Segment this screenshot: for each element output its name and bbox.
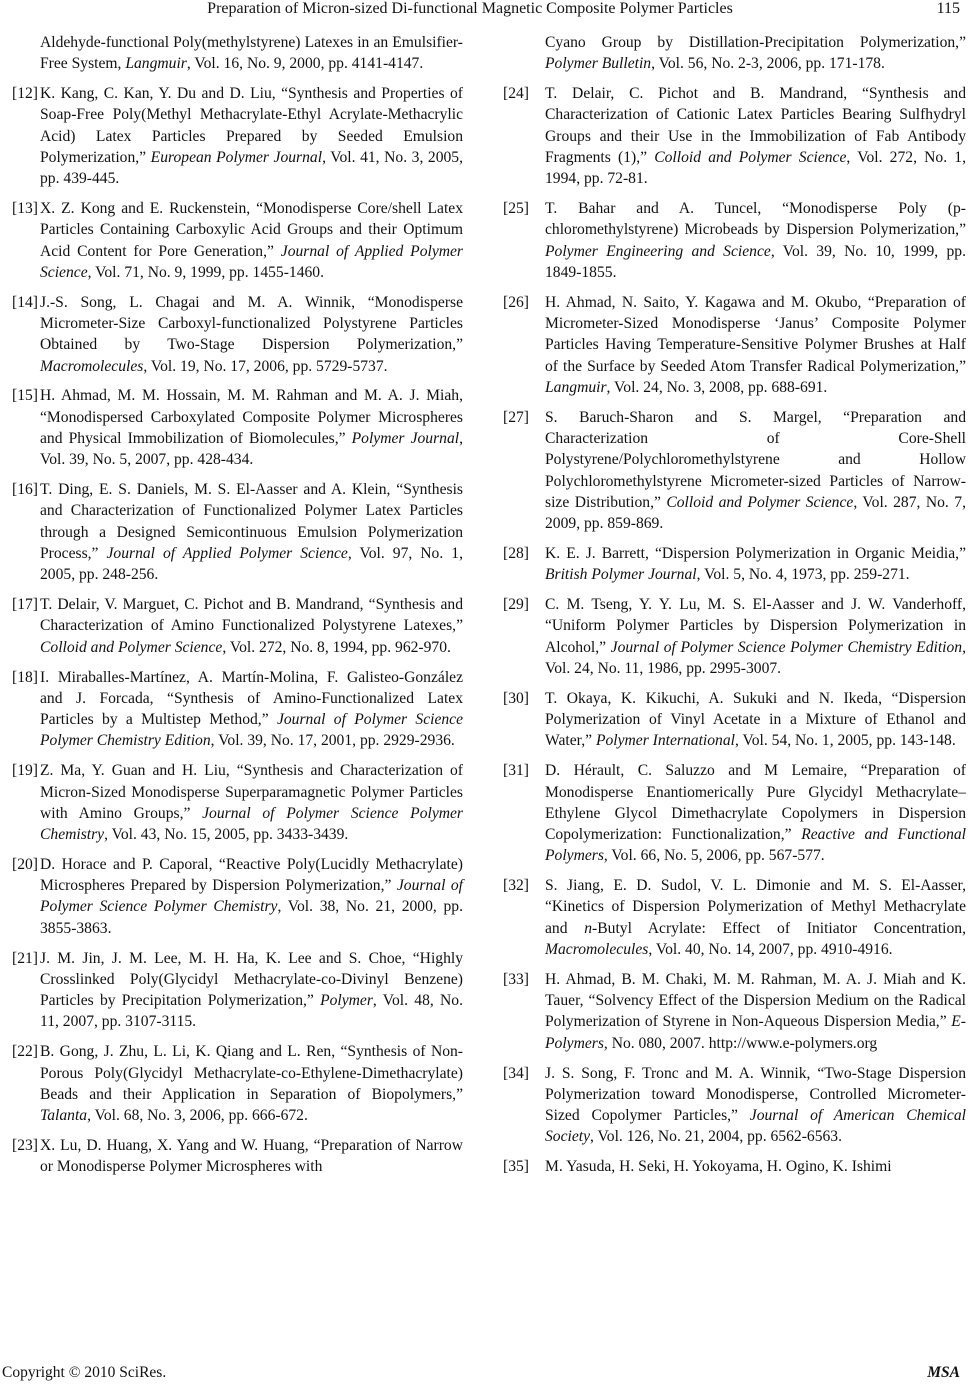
reference-text-segment: , No. 080, 2007. http://www.e-polymers.org [603,1034,878,1052]
copyright-notice: Copyright © 2010 SciRes. [2,1364,167,1381]
reference-source-italic: Colloid and Polymer Science [666,493,854,511]
reference-number: [24] [503,85,529,103]
reference-entry [0,385,463,470]
reference-text [40,32,463,75]
reference-text [545,407,966,535]
reference-text-segment: X. Z. Kong and E. Ruckenstein, “Monodisperse Core/shell Latex Particles Containing Carboxylic Acid Groups and their Optimum Acid Content for Pore Generation,” [40,200,463,260]
reference-text-segment: D. Horace and P. Caporal, “Reactive Poly(Lucidly Methacrylate) Microspheres Prepared by Dispersion Polymerization,” [40,855,463,895]
reference-text-segment: T. Delair, V. Marguet, C. Pichot and B. Mandrand, “Synthesis and Characterization of Amino Functionalized Polystyrene Latexes,” [40,596,463,635]
reference-text-segment: , Vol. 272, No. 8, 1994, pp. 962-970. [222,638,451,656]
reference-text-segment: , Vol. 16, No. 9, 2000, pp. 4141-4147. [186,55,424,73]
reference-text-segment: , Vol. 41, No. 3, 2005, pp. 439-445. [40,148,463,188]
reference-source-italic: British Polymer Journal [545,566,697,584]
reference-text [40,198,463,283]
reference-text-segment: H. Ahmad, N. Saito, Y. Kagawa and M. Okubo, “Preparation of Micrometer-Sized Monodisperse ‘Janus’ Composite Polymer Particles Having Temperature-Sensitive Polymer Brushes at Half of the Surface by Seeded Atom Transfer Radical Polymerization,” [545,293,966,375]
reference-text [40,479,463,585]
reference-text-segment: J. M. Jin, J. M. Lee, M. H. Ha, K. Lee and S. Choe, “Highly Crosslinked Poly(Glycidyl Methacrylate-co-Divinyl Benzene) Particles by Precipitation Polymerization,” [40,949,463,1010]
reference-number: [26] [503,293,529,311]
reference-source-italic: Macromolecules [545,941,649,959]
running-title: Preparation of Micron-sized Di-functional Magnetic Composite Polymer Particles [207,0,733,17]
reference-text [40,1135,463,1178]
reference-source-italic: Talanta [40,1107,88,1125]
reference-text [40,292,463,377]
reference-text-segment: , Vol. 40, No. 14, 2007, pp. 4910-4916. [648,941,893,959]
page-number: 115 [936,0,960,17]
reference-source-italic: Colloid and Polymer Science [40,638,223,656]
reference-source-italic: n [584,919,593,937]
reference-text-segment: H. Ahmad, B. M. Chaki, M. M. Rahman, M. A. J. Miah and K. Tauer, “Solvency Effect of the Dispersion Medium on the Radical Polymerization of Styrene in Non-Aqueous Dispersion Media,” [545,970,966,1031]
reference-source-italic: Polymer [320,992,373,1010]
reference-source-italic: Journal of Polymer Science Polymer Chemistry [40,804,464,844]
reference-text [545,969,966,1054]
reference-text-segment: B. Gong, J. Zhu, L. Li, K. Qiang and L. Ren, “Synthesis of Non-Porous Poly(Glycidyl Methacrylate-co-Ethylene-Dimethacrylate) Beads and their Application in Separation of Biopolymers,” [40,1043,463,1103]
reference-entry [0,667,463,752]
reference-text-segment: D. Hérault, C. Saluzzo and M Lemaire, “Preparation of Monodisperse Enantiomerically Pure Glycidyl Methacrylate–Ethylene Glycol Dimethacrylate Copolymers in Dispersion Copolymerization: Functionalization,” [545,762,966,844]
reference-text-segment: , Vol. 56, No. 2-3, 2006, pp. 171-178. [651,55,885,73]
reference-number: [19] [12,762,38,780]
reference-source-italic: Journal of Applied Polymer Science [40,242,463,281]
reference-column-right [500,32,966,1186]
reference-text-segment: T. Okaya, K. Kikuchi, A. Sukuki and N. Ikeda, “Dispersion Polymerization of Vinyl Acetate in a Mixture of Ethanol and Water,” [545,689,966,750]
reference-text [40,760,463,845]
journal-abbreviation: MSA [927,1364,960,1381]
reference-entry [0,854,463,939]
reference-text-segment: T. Bahar and A. Tuncel, “Monodisperse Poly (p-chloromethylstyrene) Microbeads by Dispersion Polymerization,” [545,200,966,239]
reference-number: [18] [12,668,38,686]
reference-entry [0,292,463,377]
reference-text [545,1063,966,1148]
reference-text-segment: J.-S. Song, L. Chagai and M. A. Winnik, “Monodisperse Micrometer-Size Carboxyl-functionalized Polystyrene Particles Obtained by Two-Stage Dispersion Polymerization,” [40,293,463,354]
reference-text [545,543,966,586]
reference-text [545,198,966,283]
reference-number: [31] [503,762,529,780]
reference-source-italic: Journal of American Chemical Society [545,1107,966,1146]
reference-source-italic: Journal of Polymer Science Polymer Chemistry Edition, [610,638,966,656]
reference-source-italic: Reactive and Functional Polymers [545,826,966,865]
reference-number: [21] [12,949,38,967]
reference-text-segment: , Vol. 39, No. 5, 2007, pp. 428-434. [40,430,463,469]
reference-number: [25] [503,200,529,218]
reference-text-segment: , Vol. 43, No. 15, 2005, pp. 3433-3439. [104,826,349,844]
reference-text-segment: , Vol. 39, No. 10, 1999, pp. 1849-1855. [545,242,966,281]
reference-text-segment: Z. Ma, Y. Guan and H. Liu, “Synthesis and Characterization of Micron-Sized Monodisperse Superparamagnetic Polymer Particles with Amino Groups,” [40,762,463,822]
reference-source-italic: European Polymer Journal [150,148,323,166]
reference-text-segment: , Vol. 287, No. 7, 2009, pp. 859-869. [545,493,966,533]
reference-entry [0,948,463,1033]
reference-text [545,32,966,75]
reference-text-segment: J. S. Song, F. Tronc and M. A. Winnik, “Two-Stage Dispersion Polymerization toward Monodisperse, Controlled Micrometer-Sized Copolymer Particles,” [545,1064,966,1125]
page-footer [0,1364,968,1386]
reference-text-segment: , Vol. 39, No. 17, 2001, pp. 2929-2936. [210,732,455,750]
reference-entry [0,594,463,658]
reference-text-segment: , Vol. 126, No. 21, 2004, pp. 6562-6563. [590,1128,842,1146]
reference-source-italic: Polymer Engineering and Science [545,242,771,260]
reference-entry [0,1135,463,1178]
reference-text [40,948,463,1033]
reference-text [545,760,966,866]
reference-text-segment: S. Baruch-Sharon and S. Margel, “Preparation and Characterization of Core-Shell Polystyrene/Polychloromethylstyrene and Hollow Polychloromethylstyrene Micrometer-sized Particles of Narrow-size Distribution,” [545,408,966,511]
reference-text [40,594,463,658]
reference-text [545,875,966,960]
reference-entry [500,83,966,189]
reference-source-italic: Polymer International [595,732,735,750]
reference-source-italic: Colloid and Polymer Science [654,148,847,166]
reference-text-segment: H. Ahmad, M. M. Hossain, M. M. Rahman and M. A. J. Miah, “Monodispersed Carboxylated Composite Polymer Microspheres and Physical Immobilization of Biomolecules,” [40,387,463,448]
reference-text-segment: , Vol. 24, No. 3, 2008, pp. 688-691. [606,378,828,396]
reference-number: [16] [12,481,38,499]
reference-text-segment: , Vol. 5, No. 4, 1973, pp. 259-271. [696,566,910,584]
reference-text-segment: , Vol. 38, No. 21, 2000, pp. 3855-3863. [40,898,463,937]
running-header [0,0,968,22]
reference-number: [28] [503,545,529,563]
reference-entry [500,198,966,283]
reference-number: [22] [12,1043,38,1061]
reference-number: [17] [12,596,38,614]
reference-number: [35] [503,1158,529,1176]
reference-text [40,385,463,470]
reference-number: [20] [12,855,38,873]
reference-text-segment: C. M. Tseng, Y. Y. Lu, M. S. El-Aasser and J. W. Vanderhoff, “Uniform Polymer Particles by Dispersion Polymerization in Alcohol,” [545,596,966,656]
reference-source-italic: E-Polymers [545,1013,966,1052]
reference-text-segment: , Vol. 97, No. 1, 2005, pp. 248-256. [40,545,463,584]
reference-number: [34] [503,1064,529,1082]
reference-text [40,83,463,189]
reference-text-segment: Cyano Group by Distillation-Precipitation Polymerization,” [545,34,966,51]
reference-source-italic: Polymer Journal [351,430,460,448]
reference-text-segment: I. Miraballes-Martínez, A. Martín-Molina, F. Galisteo-González and J. Forcada, “Synthesis of Amino-Functionalized Latex Particles by a Multistep Method,” [40,668,463,729]
reference-source-italic: Journal of Polymer Science Polymer Chemistry Edition [40,711,464,750]
reference-entry [500,688,966,752]
reference-entry [500,1156,966,1177]
reference-text [545,1156,966,1177]
reference-text [545,83,966,189]
reference-entry [0,32,463,75]
reference-number: [29] [503,596,529,614]
reference-entry [0,83,463,189]
reference-source-italic: Journal of Applied Polymer Science [106,545,348,563]
reference-entry [0,479,463,585]
reference-text [40,1041,463,1126]
reference-entry [500,32,966,75]
reference-text-segment: T. Ding, E. S. Daniels, M. S. El-Aasser and A. Klein, “Synthesis and Characterization of Functionalized Polymer Latex Particles through a Designed Semicontinuous Emulsion Polymerization Process,” [40,481,463,563]
reference-text-segment: X. Lu, D. Huang, X. Yang and W. Huang, “Preparation of Narrow or Monodisperse Polymer Microspheres with [40,1136,463,1176]
reference-entry [0,760,463,845]
reference-text-segment: -Butyl Acrylate: Effect of Initiator Concentration, [592,919,966,937]
reference-column-left [0,32,463,1186]
reference-number: [14] [12,293,38,311]
reference-text [545,292,966,398]
reference-source-italic: Macromolecules [40,357,144,375]
reference-number: [12] [12,85,38,103]
reference-number: [23] [12,1136,38,1154]
reference-text-segment: Vol. 24, No. 11, 1986, pp. 2995-3007. [545,660,782,678]
reference-number: [32] [503,877,529,895]
reference-text-segment: , Vol. 68, No. 3, 2006, pp. 666-672. [87,1107,308,1125]
reference-entry [0,198,463,283]
reference-source-italic: Journal of Polymer Science Polymer Chemistry [40,877,463,916]
reference-entry [500,292,966,398]
reference-text-segment: , Vol. 71, No. 9, 1999, pp. 1455-1460. [87,263,324,281]
reference-source-italic: Langmuir [545,378,607,396]
reference-text-segment: , Vol. 54, No. 1, 2005, pp. 143-148. [734,732,956,750]
reference-text-segment: , Vol. 19, No. 17, 2006, pp. 5729-5737. [143,357,388,375]
reference-entry [500,969,966,1054]
reference-text [545,594,966,679]
reference-number: [13] [12,200,38,218]
reference-text-segment: K. E. J. Barrett, “Dispersion Polymerization in Organic Meidia,” [545,545,966,563]
reference-text-segment: T. Delair, C. Pichot and B. Mandrand, “Synthesis and Characterization of Cationic Latex Particles Bearing Sulfhydryl Groups and their Use in the Immobilization of Fab Antibody Fragments (1),” [545,85,966,166]
reference-text-segment: S. Jiang, E. D. Sudol, V. L. Dimonie and M. S. El-Aasser, “Kinetics of Dispersion Polymerization of Methyl Methacrylate and [545,877,966,937]
reference-number: [27] [503,408,529,426]
reference-text-segment: K. Kang, C. Kan, Y. Du and D. Liu, “Synthesis and Properties of Soap-Free Poly(Methyl Methacrylate-Ethyl Acrylate-Methacrylic Acid) Latex Particles Prepared by Seeded Emulsion Polymerization,” [40,85,463,166]
reference-entry [500,875,966,960]
reference-text-segment: Aldehyde-functional Poly(methylstyrene) Latexes in an Emulsifier-Free System, [40,34,463,73]
reference-number: [15] [12,387,38,405]
reference-entry [500,1063,966,1148]
reference-entry [500,407,966,535]
reference-text-segment: , Vol. 66, No. 5, 2006, pp. 567-577. [603,847,825,865]
reference-entry [500,594,966,679]
reference-entry [500,543,966,586]
reference-text [545,688,966,752]
reference-text-segment: , Vol. 272, No. 1, 1994, pp. 72-81. [545,148,966,188]
reference-text [40,667,463,752]
reference-text-segment: , Vol. 48, No. 11, 2007, pp. 3107-3115. [40,992,463,1031]
reference-text-segment: M. Yasuda, H. Seki, H. Yokoyama, H. Ogino, K. Ishimi [545,1158,892,1176]
reference-source-italic: Polymer Bulletin [545,55,652,73]
reference-entry [500,760,966,866]
reference-text [40,854,463,939]
reference-number: [33] [503,970,529,988]
reference-entry [0,1041,463,1126]
reference-source-italic: Langmuir [125,55,187,73]
reference-number: [30] [503,689,529,707]
